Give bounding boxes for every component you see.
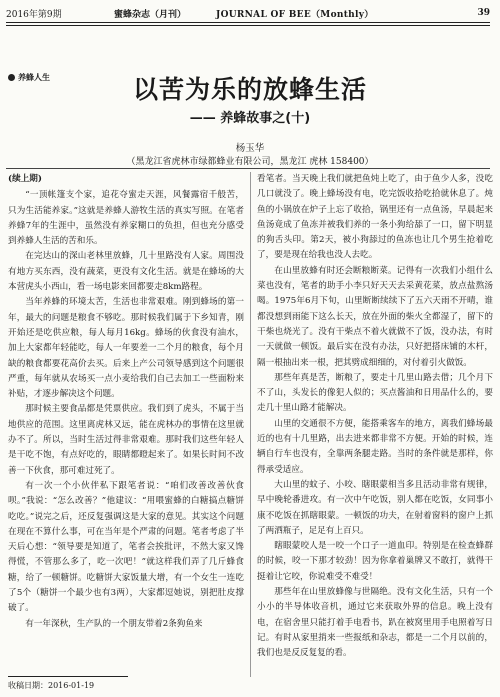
author-name: 杨玉华 bbox=[235, 143, 265, 154]
running-header bbox=[6, 4, 490, 22]
received-date: 收稿日期：2016-01-19 bbox=[8, 681, 95, 690]
right-column bbox=[257, 172, 493, 662]
paragraph: 那时候主要食品都是凭票供应。我们到了虎头，不属于当地供应的范围。这里离虎林又远，能在虎林办的事情在这里就办不了。所以，当时生活过得非常艰难。那时我们这些年轻人是干吃不饱，有点好吃的，眼睛都瞪起来了。如果长时间不改善一下伙食，那可难过死了。 bbox=[8, 404, 244, 476]
footer-rule bbox=[8, 676, 128, 677]
paragraph: 瞎眼蒙咬人是一咬一个口子一道血印。特别是在检查蜂群的时候，咬一下那才较劲！因为你拿着巢牌又不敢打，就得干挺着让它咬，你说难受不难受！ bbox=[257, 541, 493, 582]
issue-number: 2016年第9期 bbox=[6, 9, 62, 20]
paragraph: 那些年在山里放蜂像与世隔绝。没有文化生活，只有一个小小的半导体收音机，通过它来获取外界的信息。晚上没有电，在宿舍里只能打着手电看书，趴在被窝里用手电照着写日记。有时从家里捎来一些报纸和杂志，都是一二个月以前的，我们也是反反复复的看。 bbox=[257, 587, 493, 659]
article-subtitle: —— 养蜂故事之(十) bbox=[189, 111, 311, 126]
paragraph: 大山里的蚊子、小咬、瞎眼蒙相当多且活动非常有规律，早中晚轮番进攻。有一次中午吃饭，别人都在吃饭，女同事小康不吃饭在抓瞎眼蒙。一顿饭的功夫，在射着窗料的窗户上抓了两洒瓶子，足足有上百只。 bbox=[257, 479, 493, 536]
paragraph: 有一次一个小伙伴私下跟笔者说：“咱们改善改善伙食呗。”我说：“怎么改善？”他建议：“用喂蜜蜂的白糖搞点糖饼吃吃。”说完之后，还反复强调这是大家的意见。其实这个问题在现在不算什么事，可在当年是个严肃的问题。笔者考虑了半天后心想：“领导要是知道了，笔者会挨批评，不然大家又馋得慌，不管那么多了，吃一次吧！”就这样我们弄了几斤蜂食糖，给了一顿糖饼。吃糖饼大家饭量大增，有一个女生一连吃了5个（糖饼一个最少也有3两），大家都逗她说，别把肚皮撑破了。 bbox=[8, 480, 244, 614]
author-affiliation: （黑龙江省虎林市绿都蜂业有限公司，黑龙江 虎林 158400） bbox=[126, 157, 374, 167]
title-divider bbox=[6, 168, 490, 169]
paragraph: “一顶帐篷支个家，追花夺蜜走天涯，风餐露宿千般苦，只为生活能养家。”这就是养蜂人游牧生活的真实写照。在笔者养蜂7年的生涯中，虽然没有养家糊口的负担，但也充分感受到养蜂人生活的苦和乐。 bbox=[8, 190, 244, 247]
paragraph: 那些年真是苦，断粮了，要走十几里山路去借；几个月下不了山，头发长的像犯人似的；买点酱油和日用品什么的，要走几十里山路才能解决。 bbox=[257, 372, 493, 414]
section-label: 养蜂人生 bbox=[18, 72, 50, 82]
paragraph: 看笔者。当天晚上我们就把鱼炖上吃了，由于鱼少人多，没吃几口就没了。晚上蜂场没有电，吃完饭收拾吃拾就休息了。炖鱼的小锅放在炉子上忘了收拾，锅里还有一点鱼汤，早晨起来鱼汤竟成了鱼冻并被我们养的一条小狗给舔了一口，留下明显的狗舌头印。第2天，被小狗舔过的鱼冻也让几个男生抢着吃了，要是现在给我也没人去吃。 bbox=[257, 174, 493, 261]
header-rule bbox=[6, 22, 490, 23]
header-rule-thin bbox=[6, 25, 490, 26]
paragraph: 在完达山的深山老林里放蜂，几十里路没有人家。周围没有地方买东西，没有蔬菜，更没有文化生活。就是在蜂场的大本营虎头小西山，看一场电影来回都要走8km路程。 bbox=[8, 251, 244, 293]
page-number: 39 bbox=[477, 8, 490, 18]
continued-label: (续上期) bbox=[8, 174, 42, 184]
journal-name-en: JOURNAL OF BEE（Monthly） bbox=[216, 9, 374, 20]
paragraph: 有一年深秋，生产队的一个朋友带着2条狗鱼来 bbox=[25, 618, 203, 629]
left-column bbox=[8, 172, 244, 632]
article-title: 以苦为乐的放蜂生活 bbox=[132, 75, 367, 104]
column-divider bbox=[250, 172, 251, 677]
paragraph: 当年养蜂的环境太苦，生活也非常艰难。刚到蜂场的第一年，最大的问题是粮食不够吃。那时候我们属于下乡知青，刚开始还是吃供应粮，每人每月16kg。蜂场的伙食没有油水，加上大家都年轻能吃，每人一年要差一二个月的粮食，每个月缺的粮食都要花高价去买。后来上产公司领导感到这个问题很严重，每年就从农场买一点小麦给我们自己去加工一些面粉来补贴，才逐步解决这个问题。 bbox=[8, 297, 244, 400]
paragraph: 在山里放蜂有时还会断粮断菜。记得有一次我们小组什么菜也没有，笔者的助手小李只好天天去采黄花菜，放点盐熬汤喝。1975年6月下旬，山里断断续续下了五六天雨不开晴，谁都没想到雨能下这么长天，放在外面的柴火全都湿了，留下的干柴也烧光了。没有干柴点不着火就做不了饭，没办法，有时一天就做一顿饭。最后实在没有办法，只好把搭床铺的木杆，隔一根抽出来一根，把其劈成细细的，对付着引火做饭。 bbox=[257, 265, 493, 368]
paragraph: 山里的交通很不方便，能搭乘客车的地方，离我们蜂场最近的也有十几里路，出去进来都非常不方便。开始的时候，连辆自行车也没有，全靠两条腿走路。当时的条件就是那样，你得承受适应。 bbox=[257, 418, 493, 475]
journal-name-cn: 蜜蜂杂志（月刊） bbox=[114, 9, 187, 20]
